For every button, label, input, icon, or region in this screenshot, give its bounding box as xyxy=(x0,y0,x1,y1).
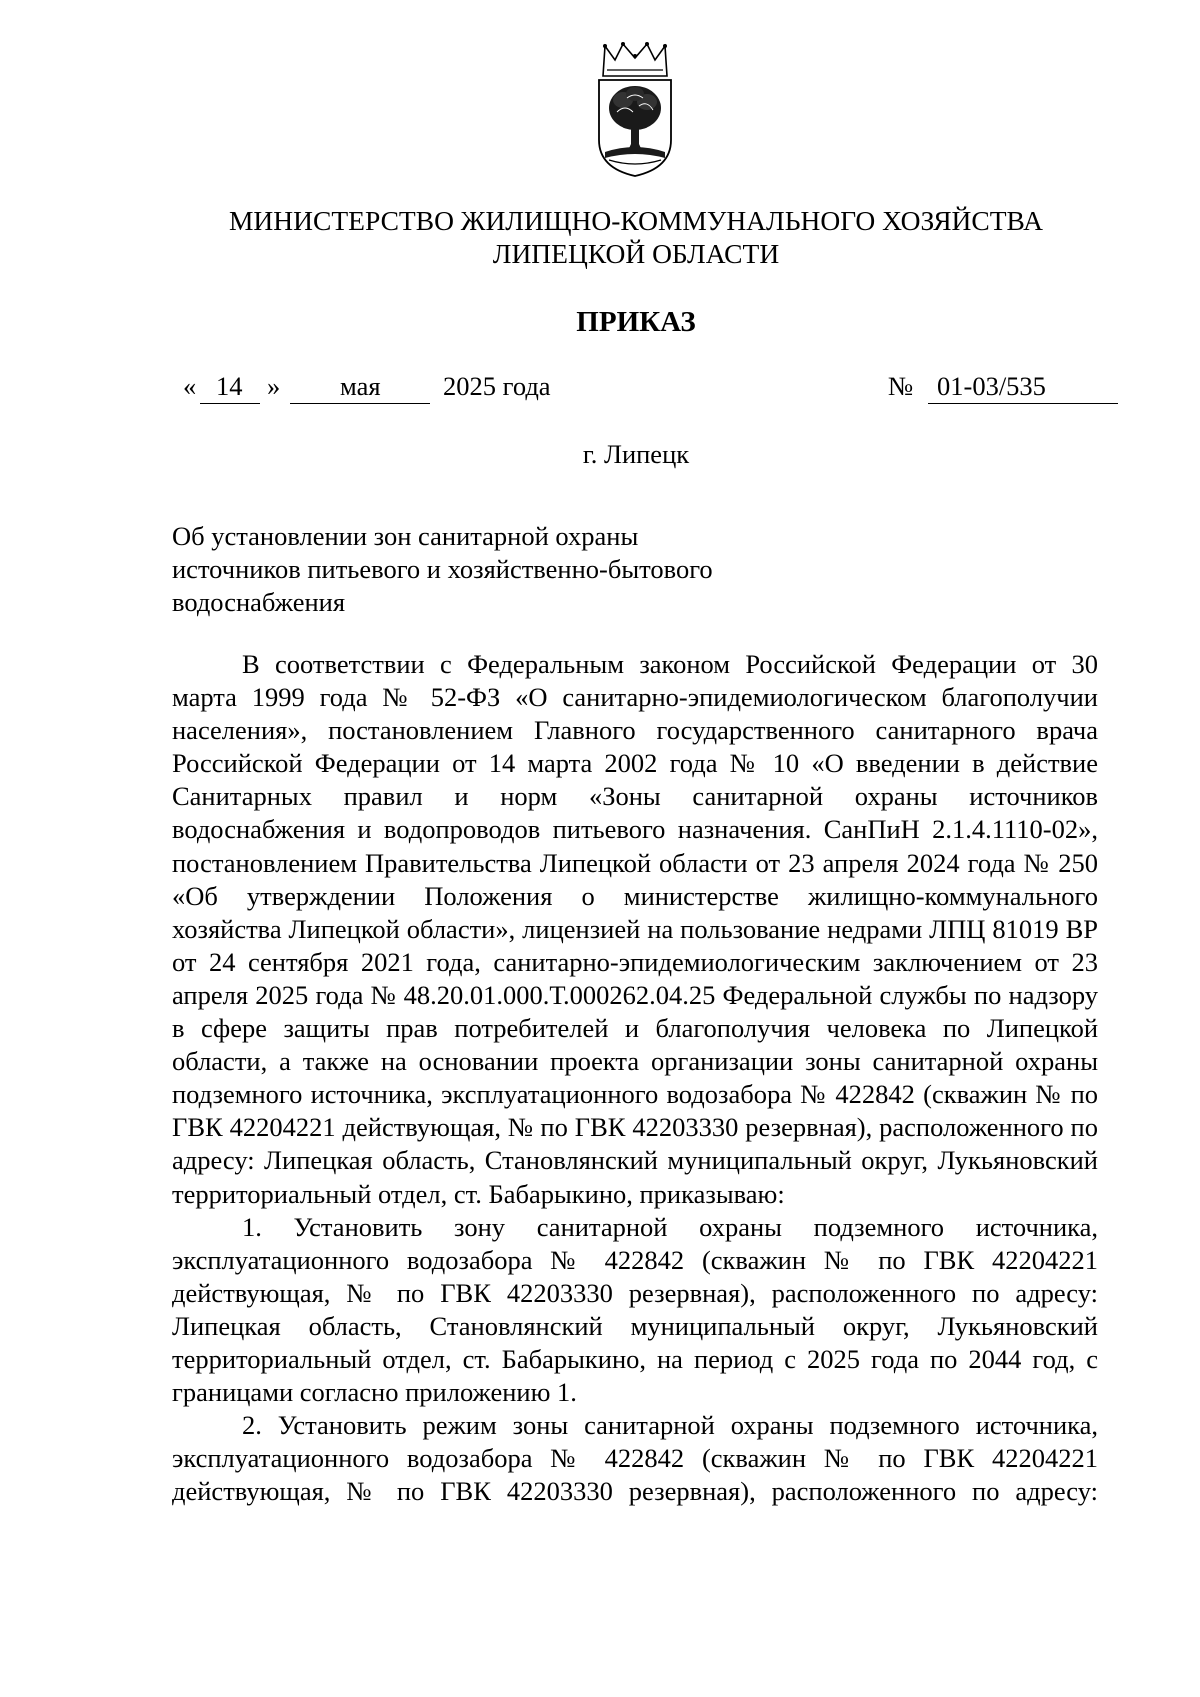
number-underline xyxy=(928,403,1118,404)
date-open-quote: « xyxy=(183,371,197,401)
ministry-name xyxy=(0,204,1200,270)
ministry-name-line-2: ЛИПЕЦКОЙ ОБЛАСТИ xyxy=(492,238,780,269)
date-day: 14 xyxy=(216,371,243,401)
document-type-title: ПРИКАЗ xyxy=(576,306,696,338)
date-and-number-line xyxy=(0,370,1200,410)
month-underline xyxy=(290,403,430,404)
order-body xyxy=(172,648,1098,1508)
coat-of-arms-icon xyxy=(593,42,677,178)
preamble-paragraph: В соответствии с Федеральным законом Российской Федерации от 30 марта 1999 года № 52-ФЗ «О санитарно-эпидемиологическом благополучии населения», постановлением Главного государственного санитарного врача Российской Федерации от 14 марта 2002 года № 10 «О введении в действие Санитарных правил и норм «Зоны санитарной охраны источников водоснабжения и водопроводов питьевого назначения. СанПиН 2.1.4.1110-02», постановлением Правительства Липецкой области от 23 апреля 2024 года № 250 «Об утверждении Положения о министерстве жилищно-коммунального хозяйства Липецкой области», лицензией на пользование недрами ЛПЦ 81019 ВР от 24 сентября 2021 года, санитарно-эпидемиологическим заключением от 23 апреля 2025 года № 48.20.01.000.Т.000262.04.25 Федеральной службы по надзору в сфере защиты прав потребителей и благополучия человека по Липецкой области, а также на основании проекта организации зоны санитарной охраны подземного источника, эксплуатационного водозабора № 422842 (скважин № по ГВК 42204221 действующая, № по ГВК 42203330 резервная), расположенного по адресу: Липецкая область, Становлянский муниципальный округ, Лукьяновский территориальный отдел, ст. Бабарыкино, приказываю: xyxy=(172,649,1098,1209)
order-item-2: 2. Установить режим зоны санитарной охраны подземного источника, эксплуатационного водозабора № 422842 (скважин № по ГВК 42204221 действующая, № по ГВК 42203330 резервная), расположенного по адресу: xyxy=(172,1410,1098,1507)
order-number: 01-03/535 xyxy=(937,371,1046,401)
date-close-quote: » xyxy=(267,371,281,401)
subject-line-1: Об установлении зон санитарной охраны xyxy=(172,521,639,551)
order-item-1: 1. Установить зону санитарной охраны подземного источника, эксплуатационного водозабора № 422842 (скважин № по ГВК 42204221 действующая, № по ГВК 42203330 резервная), расположенного по адресу: Липецкая область, Становлянский муниципальный округ, Лукьяновский территориальный отдел, ст. Бабарыкино, на период с 2025 года по 2044 год, с границами согласно приложению 1. xyxy=(172,1211,1098,1408)
number-sign: № xyxy=(888,371,914,401)
ministry-name-line-1: МИНИСТЕРСТВО ЖИЛИЩНО-КОММУНАЛЬНОГО ХОЗЯЙСТВА xyxy=(228,205,1044,236)
city-name: г. Липецк xyxy=(582,439,690,469)
subject-line-2: источников питьевого и хозяйственно-бытового xyxy=(172,554,713,584)
order-subject xyxy=(172,520,872,619)
date-year: 2025 года xyxy=(443,371,551,401)
subject-line-3: водоснабжения xyxy=(172,587,346,617)
day-underline xyxy=(200,403,260,404)
date-month: мая xyxy=(340,371,381,401)
